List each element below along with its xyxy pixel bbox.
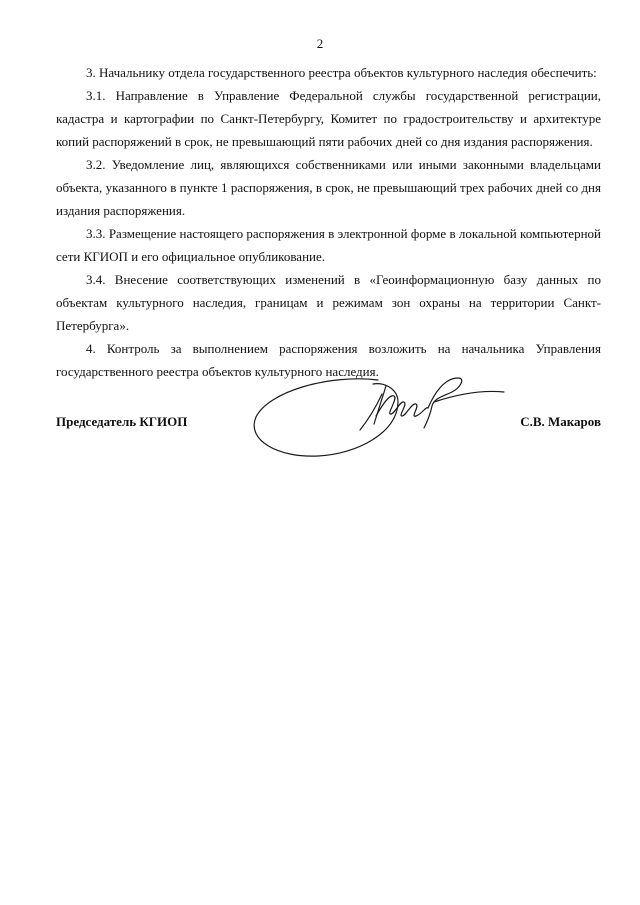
signature-row: [56, 414, 601, 436]
paragraph-3-1: 3.1. Направление в Управление Федеральной службы государственной регистрации, кадастра и картографии по Санкт-Петербургу, Комитет по градостроительству и архитектуре копий распоряжений в срок, не превышающий пяти рабочих дней со дня издания распоряжения.: [56, 88, 601, 149]
signatory-title: Председатель КГИОП: [56, 414, 188, 429]
paragraph-3-3: 3.3. Размещение настоящего распоряжения в электронной форме в локальной компьютерной сети КГИОП и его официальное опубликование.: [56, 226, 601, 264]
paragraph-3-4: 3.4. Внесение соответствующих изменений в «Геоинформационную базу данных по объектам культурного наследия, границам и режимам зон охраны на территории Санкт-Петербурга».: [56, 272, 601, 333]
page-number: 2: [316, 36, 324, 51]
document-body: [56, 61, 601, 383]
signatory-name: С.В. Макаров: [520, 414, 601, 429]
paragraph-4: 4. Контроль за выполнением распоряжения возложить на начальника Управления государственного реестра объектов культурного наследия.: [56, 341, 601, 379]
paragraph-3-2: 3.2. Уведомление лиц, являющихся собственниками или иными законными владельцами объекта, указанного в пункте 1 распоряжения, в срок, не превышающий трех рабочих дней со дня издания распоряжения.: [56, 157, 601, 218]
paragraph-3: 3. Начальнику отдела государственного реестра объектов культурного наследия обеспечить:: [86, 65, 597, 80]
